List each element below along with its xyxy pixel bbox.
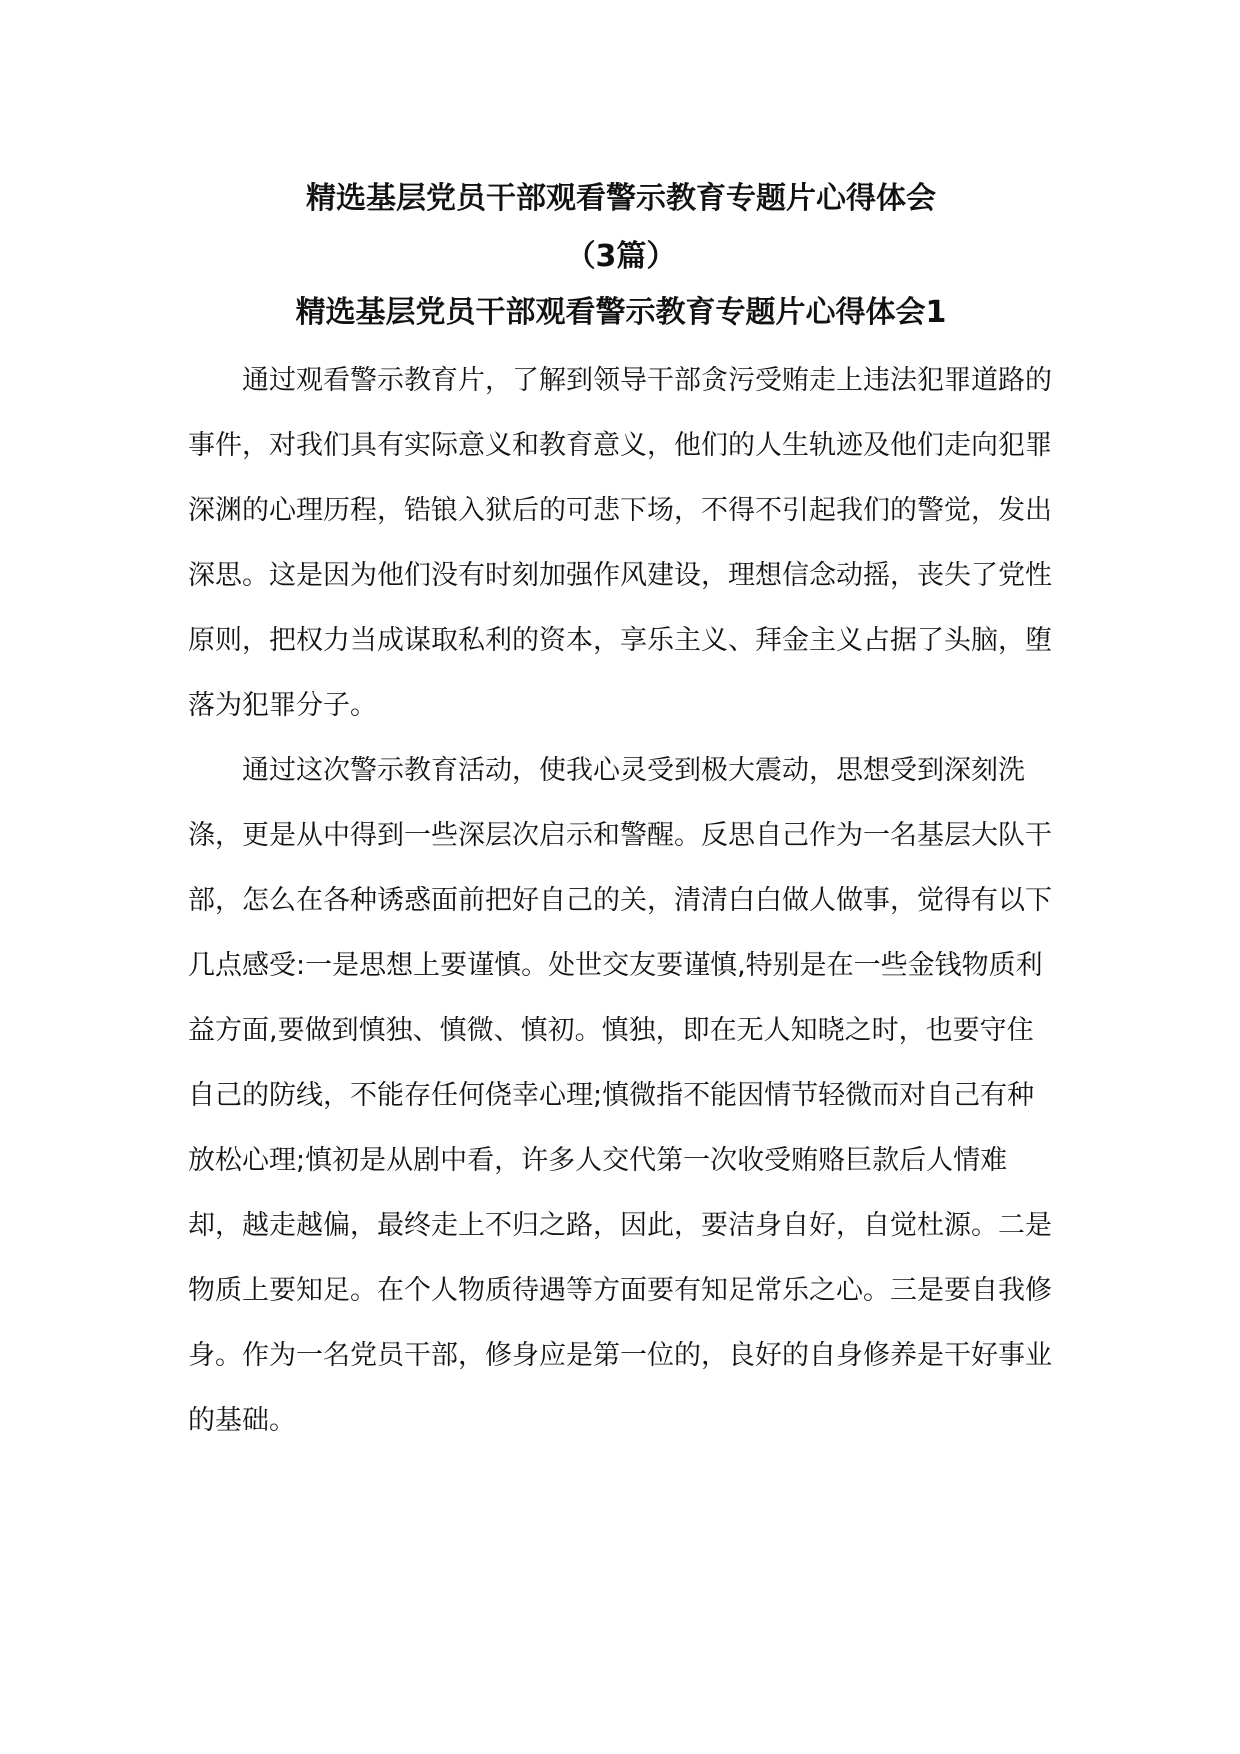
- document-title: [188, 170, 1054, 286]
- paragraph-1: 通过观看警示教育片，了解到领导干部贪污受贿走上违法犯罪道路的事件，对我们具有实际意义和教育意义，他们的人生轨迹及他们走向犯罪深渊的心理历程，锆锒入狱后的可悲下场，不得不引起我们的警觉，发出深思。这是因为他们没有时刻加强作风建设，理想信念动摇，丧失了党性原则，把权力当成谋取私利的资本，享乐主义、拜金主义占据了头脑，堕落为犯罪分子。: [188, 365, 1052, 721]
- paragraph-2: 通过这次警示教育活动，使我心灵受到极大震动，思想受到深刻洗涤，更是从中得到一些深层次启示和警醒。反思自己作为一名基层大队干部，怎么在各种诱惑面前把好自己的关，清清白白做人做事，觉得有以下几点感受:一是思想上要谨慎。处世交友要谨慎,特别是在一些金钱物质利益方面,要做到慎独、慎微、慎初。慎独，即在无人知晓之时，也要守住自己的防线，不能存任何侥幸心理;慎微指不能因情节轻微而对自己有种放松心理;慎初是从剧中看，许多人交代第一次收受贿赂巨款后人情难却，越走越偏，最终走上不归之路，因此，要洁身自好，自觉杜源。二是物质上要知足。在个人物质待遇等方面要有知足常乐之心。三是要自我修身。作为一名党员干部，修身应是第一位的，良好的自身修养是干好事业的基础。: [188, 755, 1052, 1436]
- section-title: 精选基层党员干部观看警示教育专题片心得体会1: [295, 295, 947, 330]
- title-line-2: （3篇）: [565, 239, 677, 274]
- title-line-1: 精选基层党员干部观看警示教育专题片心得体会: [306, 181, 936, 216]
